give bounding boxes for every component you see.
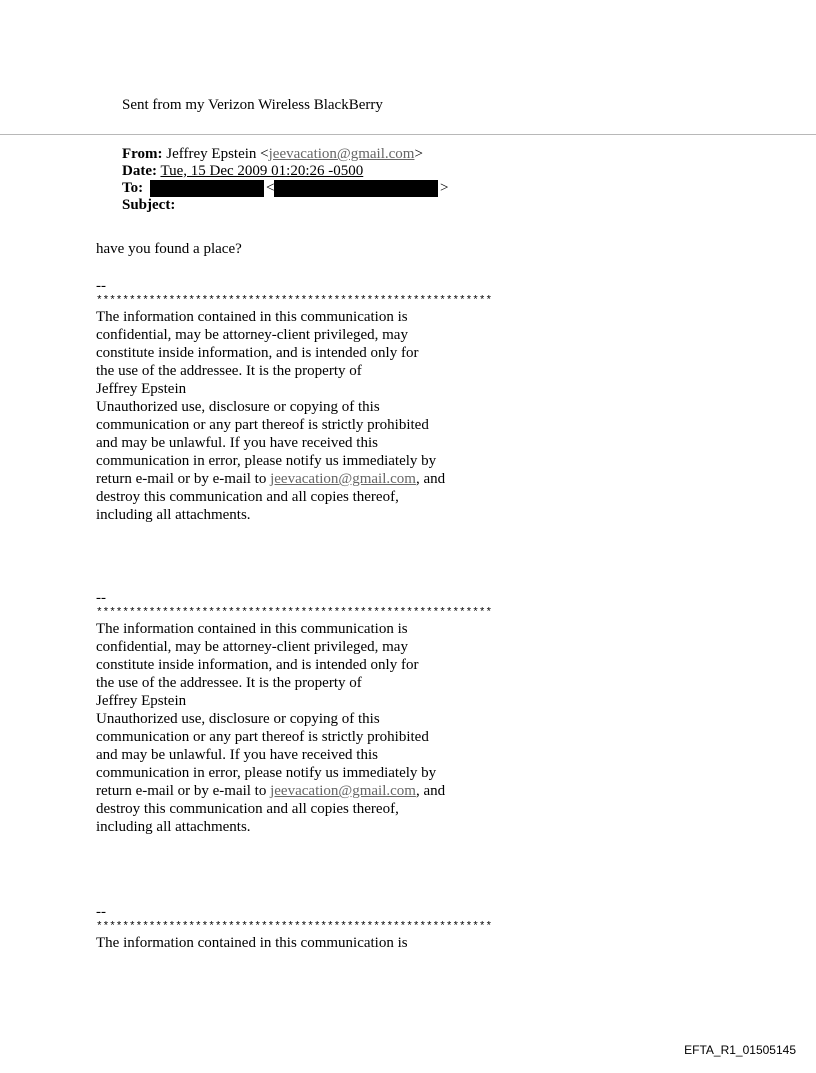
disclaimer-block-3 (96, 904, 656, 952)
subject-row (122, 197, 423, 214)
disclaimer-line: Jeffrey Epstein (96, 381, 187, 397)
disclaimer-line: Jeffrey Epstein (96, 693, 187, 709)
disclaimer-line: The information contained in this communication is (96, 309, 408, 325)
disclaimer-line: destroy this communication and all copies thereof, (96, 801, 399, 817)
separator-stars: ************************************************************ (96, 295, 493, 307)
disclaimer-return-line (96, 470, 656, 488)
disclaimer-line: The information contained in this communication is (96, 621, 408, 637)
message-body: have you found a place? (96, 241, 242, 257)
disclaimer-line: destroy this communication and all copies thereof, (96, 489, 399, 505)
separator-stars: ************************************************************ (96, 921, 493, 933)
disclaimer-line: confidential, may be attorney-client privileged, may (96, 327, 408, 343)
redaction-box (274, 180, 438, 197)
disclaimer-line: communication in error, please notify us immediately by (96, 765, 437, 781)
disclaimer-line: communication or any part thereof is strictly prohibited (96, 417, 429, 433)
from-label: From: (122, 146, 163, 162)
date-value: Tue, 15 Dec 2009 01:20:26 -0500 (160, 163, 364, 179)
blackberry-signature: Sent from my Verizon Wireless BlackBerry (122, 97, 383, 113)
disclaimer-line: The information contained in this communication is (96, 935, 408, 951)
return-suffix: , and (415, 471, 446, 487)
to-row (122, 180, 449, 197)
disclaimer-line: Unauthorized use, disclosure or copying of this (96, 711, 380, 727)
disclaimer-line: including all attachments. (96, 819, 251, 835)
disclaimer-line: the use of the addressee. It is the property of (96, 675, 362, 691)
separator-stars: ************************************************************ (96, 607, 493, 619)
disclaimer-line: constitute inside information, and is intended only for (96, 345, 419, 361)
subject-label: Subject: (122, 197, 176, 213)
disclaimer-line: Unauthorized use, disclosure or copying of this (96, 399, 380, 415)
disclaimer-block-1 (96, 278, 656, 524)
from-close: > (414, 146, 423, 162)
to-label: To: (122, 180, 144, 196)
divider-line (0, 134, 816, 135)
disclaimer-return-line (96, 782, 656, 800)
date-row (122, 163, 423, 180)
from-name: Jeffrey Epstein < (166, 146, 269, 162)
return-email-link[interactable]: jeevacation@gmail.com (270, 783, 416, 799)
disclaimer-block-2 (96, 590, 656, 836)
return-suffix: , and (415, 783, 446, 799)
from-email-link[interactable]: jeevacation@gmail.com (268, 146, 415, 162)
disclaimer-line: the use of the addressee. It is the property of (96, 363, 362, 379)
disclaimer-line: communication or any part thereof is strictly prohibited (96, 729, 429, 745)
document-id: EFTA_R1_01505145 (684, 1043, 796, 1057)
to-close: > (440, 180, 449, 196)
disclaimer-line: and may be unlawful. If you have received this (96, 435, 378, 451)
disclaimer-line: constitute inside information, and is intended only for (96, 657, 419, 673)
date-label: Date: (122, 163, 157, 179)
disclaimer-line: including all attachments. (96, 507, 251, 523)
from-row (122, 146, 423, 163)
separator-dash: -- (96, 904, 106, 920)
disclaimer-line: and may be unlawful. If you have received this (96, 747, 378, 763)
return-prefix: return e-mail or by e-mail to (96, 783, 271, 799)
email-header (122, 146, 449, 214)
return-prefix: return e-mail or by e-mail to (96, 471, 271, 487)
disclaimer-line: confidential, may be attorney-client privileged, may (96, 639, 408, 655)
to-open: < (266, 180, 275, 196)
return-email-link[interactable]: jeevacation@gmail.com (270, 471, 416, 487)
disclaimer-line: communication in error, please notify us immediately by (96, 453, 437, 469)
redaction-box (150, 180, 264, 197)
separator-dash: -- (96, 278, 106, 294)
separator-dash: -- (96, 590, 106, 606)
